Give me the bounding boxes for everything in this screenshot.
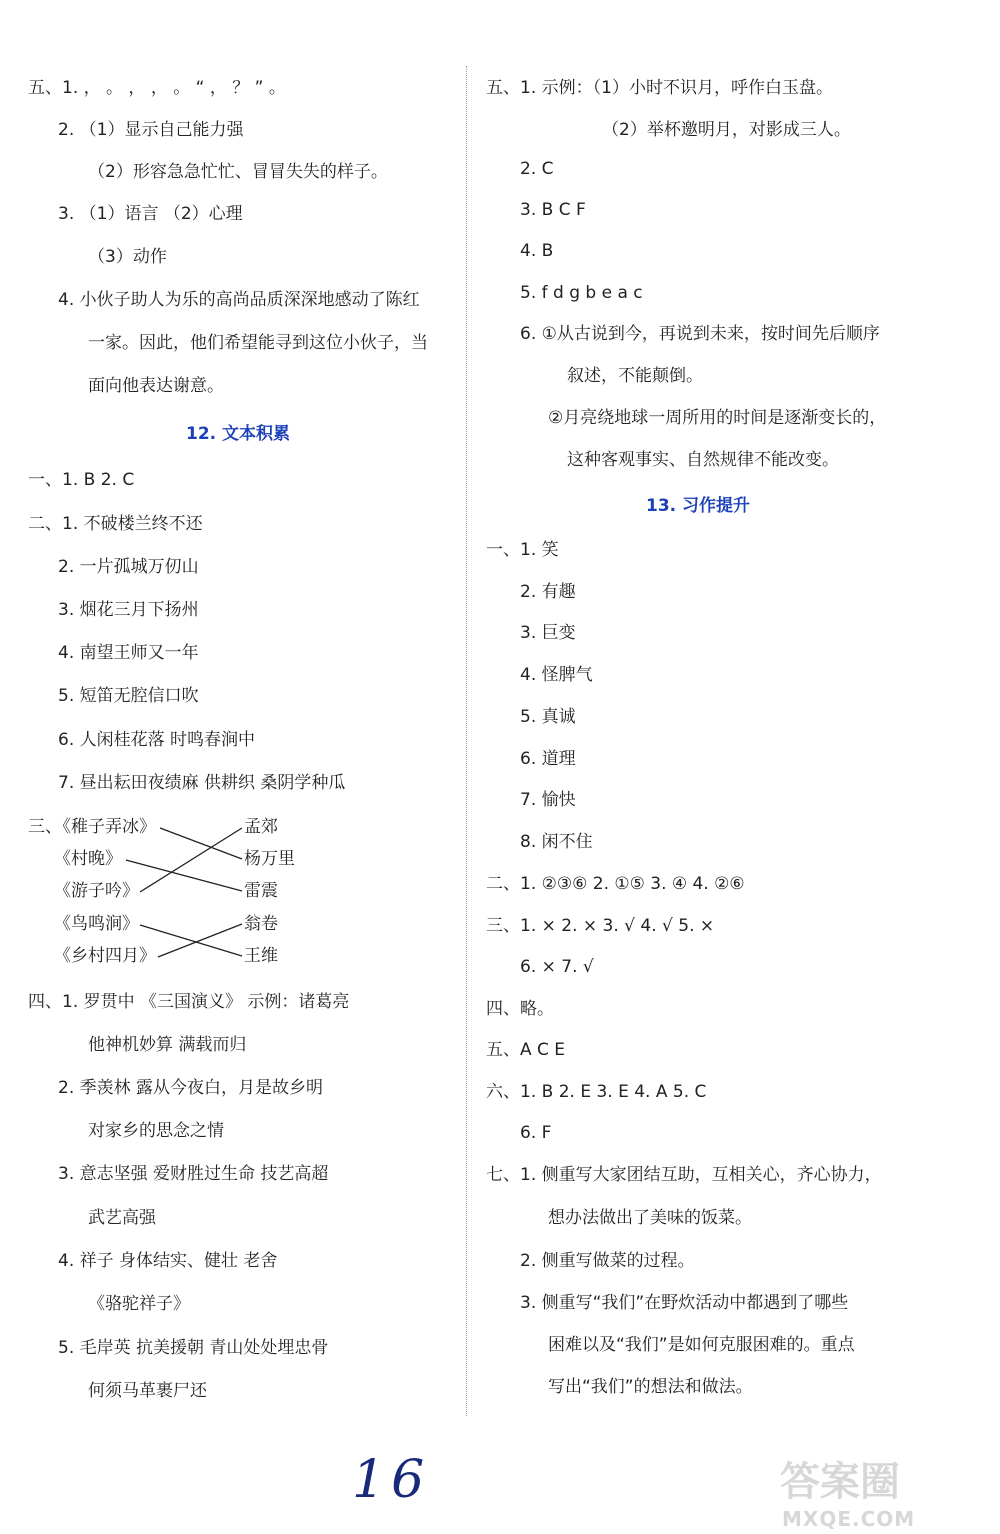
answer-line: 二、1. 不破楼兰终不还 (28, 514, 203, 534)
answer-line: 4. 小伙子助人为乐的高尚品质深深地感动了陈红 (58, 290, 420, 310)
answer-line: 想办法做出了美味的饭菜。 (548, 1208, 752, 1228)
answer-line: （3）动作 (88, 247, 167, 267)
section-title: 12. 文本积累 (186, 424, 291, 444)
answer-line: 三、1. × 2. × 3. √ 4. √ 5. × (486, 916, 715, 936)
answer-line: 这种客观事实、自然规律不能改变。 (567, 450, 839, 470)
answer-line: 6. × 7. √ (520, 957, 594, 977)
answer-line: 四、1. 罗贯中 《三国演义》 示例：诸葛亮 (28, 992, 350, 1012)
answer-line: （2）举杯邀明月，对影成三人。 (602, 120, 851, 140)
answer-line: 6. ①从古说到今，再说到未来，按时间先后顺序 (520, 324, 880, 344)
answer-line: ②月亮绕地球一周所用的时间是逐渐变长的， (548, 408, 887, 428)
answer-line: 3. 侧重写“我们”在野炊活动中都遇到了哪些 (520, 1293, 849, 1313)
answer-line: 2. 侧重写做菜的过程。 (520, 1251, 695, 1271)
answer-line: 2. 有趣 (520, 582, 576, 602)
answer-line: 4. B (520, 241, 554, 261)
watermark-text: 答案圈 (780, 1459, 900, 1505)
answer-line: 2. 季羡林 露从今夜白，月是故乡明 (58, 1078, 324, 1098)
answer-line: 3. B C F (520, 200, 586, 220)
answer-line: 2. 一片孤城万仞山 (58, 557, 199, 577)
match-left-item: 《游子吟》 (54, 881, 139, 901)
answer-line: 5. 毛岸英 抗美援朝 青山处处埋忠骨 (58, 1338, 329, 1358)
answer-line: 3. （1）语言 （2）心理 (58, 204, 243, 224)
answer-line: 二、1. ②③⑥ 2. ①⑤ 3. ④ 4. ②⑥ (486, 874, 745, 894)
answer-line: 他神机妙算 满载而归 (88, 1035, 247, 1055)
answer-line: 8. 闲不住 (520, 832, 593, 852)
answer-line: 五、1. ， 。 ， ， 。 “ ， ？ ” 。 (28, 78, 286, 98)
answer-line: 对家乡的思念之情 (88, 1121, 224, 1141)
answer-line: 六、1. B 2. E 3. E 4. A 5. C (486, 1082, 707, 1102)
answer-line: 4. 南望王师又一年 (58, 643, 199, 663)
answer-line: 2. （1）显示自己能力强 (58, 120, 244, 140)
match-left-item: 《鸟鸣涧》 (54, 914, 139, 934)
match-left-item: 《乡村四月》 (54, 946, 156, 966)
match-right-item: 杨万里 (244, 849, 295, 869)
answer-line: 武艺高强 (88, 1208, 156, 1228)
answer-line: 6. 人闲桂花落 时鸣春涧中 (58, 730, 256, 750)
answer-line: 何须马革裹尸还 (88, 1381, 207, 1401)
match-right-item: 翁卷 (244, 914, 278, 934)
answer-line: 一家。因此，他们希望能寻到这位小伙子，当 (88, 333, 428, 353)
match-right-item: 孟郊 (244, 817, 278, 837)
answer-line: 5. 短笛无腔信口吹 (58, 686, 199, 706)
answer-line: 四、略。 (486, 999, 554, 1019)
match-prefix: 三、 (28, 817, 62, 837)
section-title: 13. 习作提升 (646, 496, 751, 516)
match-left-item: 《村晚》 (54, 849, 122, 869)
answer-line: 一、1. B 2. C (28, 470, 135, 490)
match-left-item: 《稚子弄冰》 (54, 817, 156, 837)
answer-line: 《骆驼祥子》 (88, 1294, 190, 1314)
answer-line: 4. 怪脾气 (520, 665, 593, 685)
answer-line: 3. 意志坚强 爱财胜过生命 技艺高超 (58, 1164, 329, 1184)
answer-line: 五、A C E (486, 1040, 566, 1060)
answer-line: 5. f d g b e a c (520, 283, 643, 303)
answer-line: 6. 道理 (520, 749, 576, 769)
answer-line: 4. 祥子 身体结实、健壮 老舍 (58, 1251, 278, 1271)
answer-line: 3. 巨变 (520, 623, 576, 643)
answer-line: （2）形容急急忙忙、冒冒失失的样子。 (88, 162, 388, 182)
answer-line: 2. C (520, 159, 554, 179)
match-right-item: 雷震 (244, 881, 278, 901)
watermark-logo (770, 1460, 994, 1532)
handwritten-page-number: 16 (352, 1450, 431, 1510)
match-right-item: 王维 (244, 946, 278, 966)
answer-line: 七、1. 侧重写大家团结互助，互相关心，齐心协力， (486, 1165, 882, 1185)
answer-line: 7. 愉快 (520, 790, 576, 810)
answer-line: 写出“我们”的想法和做法。 (548, 1377, 753, 1397)
answer-line: 6. F (520, 1123, 552, 1143)
answer-line: 叙述，不能颠倒。 (567, 366, 703, 386)
watermark-url: MXQE.COM (782, 1507, 916, 1531)
answer-line: 面向他表达谢意。 (88, 376, 224, 396)
answer-line: 5. 真诚 (520, 707, 576, 727)
answer-line: 困难以及“我们”是如何克服困难的。重点 (548, 1335, 855, 1355)
answer-line: 一、1. 笑 (486, 540, 559, 560)
answer-line: 五、1. 示例：（1）小时不识月，呼作白玉盘。 (486, 78, 833, 98)
answer-line: 3. 烟花三月下扬州 (58, 600, 199, 620)
answer-line: 7. 昼出耘田夜绩麻 供耕织 桑阴学种瓜 (58, 773, 346, 793)
match-line (140, 828, 242, 892)
